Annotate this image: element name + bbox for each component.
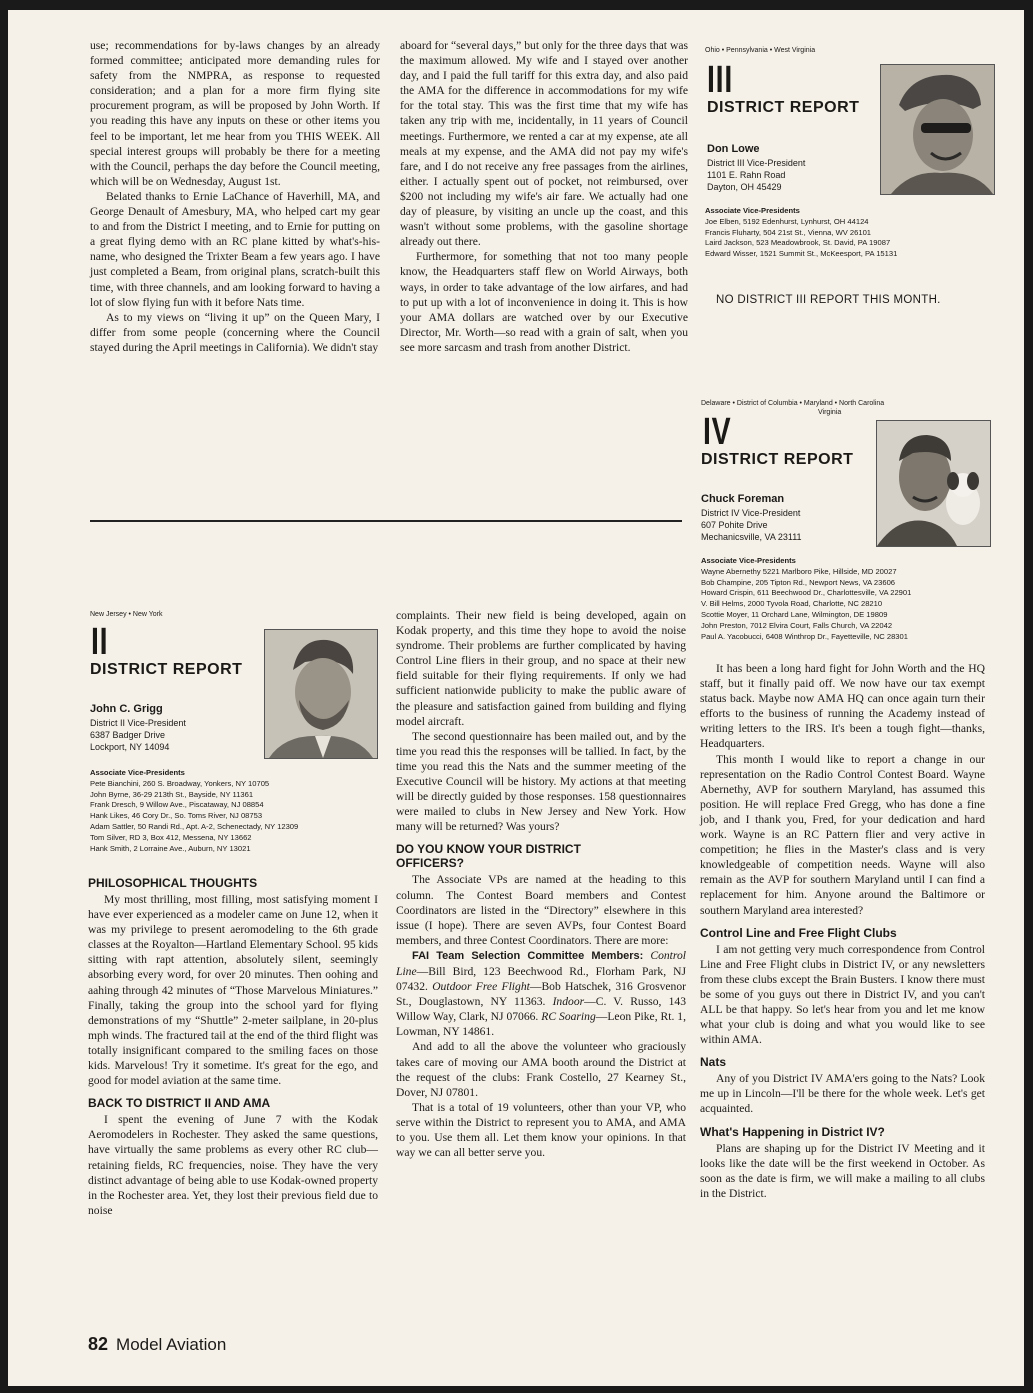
paragraph: Plans are shaping up for the District IV Meeting and it looks like the date will be the first weekend in October. As soon as the date is firm, we will make a mailing to all clubs in the District. — [700, 1141, 985, 1200]
d1-continued-column-1 — [90, 38, 380, 355]
page-footer — [88, 1334, 226, 1355]
d2-associate: Hank Smith, 2 Lorraine Ave., Auburn, NY 13021 — [90, 843, 251, 853]
d3-vp-photo — [880, 64, 995, 195]
d4-associate: Paul A. Yacobucci, 6408 Winthrop Dr., Fayetteville, NC 28301 — [701, 631, 908, 641]
d3-vp-address-2: Dayton, OH 45429 — [707, 182, 782, 192]
fai-free-flight: —Bob Hatschek, 316 Grosvenor St., Douglastown, NY 11363. — [396, 980, 687, 1009]
paragraph: The Associate VPs are named at the heading to this column. The Contest Board members and Contest Coordinators are listed in the “Directory” elsewhere in this issue (I hope). There are seven AVPs, four Contest Board members, and three Contest Coordinators. There are more: — [396, 873, 686, 947]
paragraph: The second questionnaire has been mailed out, and by the time you read this the responses will be tallied. In fact, by the time you read this the Nats and the summer meeting of the Executive Council will be history. My actions at that meeting will be directly guided by those responses. 158 questionnaires were mailed to clubs in New Jersey and New York. How many will be returned? Was yours? — [396, 729, 686, 834]
fai-rc-soaring-label: RC Soaring — [541, 1010, 596, 1024]
d4-heading-nats: Nats — [700, 1055, 727, 1070]
d4-associates — [701, 556, 911, 642]
fai-control-line: —Bill Bird, 123 Beechwood Rd., Florham Park, NJ 07432. — [396, 964, 686, 994]
d2-body-column-2 — [396, 608, 686, 1160]
paragraph: complaints. Their new field is being developed, again on Kodak property, and this time they hope to avoid the noise syndrome. Their problems are further complicated by having Control Line fliers in their group, and no space at their new field suitable for their flying requirements. If only we had sufficient nationwide publicity to make the public aware of the pleasure and satisfaction gained from building and flying model aircraft. — [396, 609, 686, 728]
d3-states: Ohio • Pennsylvania • West Virginia — [705, 47, 816, 54]
d4-states — [701, 399, 1001, 417]
d2-associates-label: Associate Vice-Presidents — [90, 768, 185, 777]
d4-associate: John Preston, 7012 Elvira Court, Falls Church, VA 22042 — [701, 620, 893, 630]
paragraph: As to my views on “living it up” on the Queen Mary, I differ from some people (concerning where the Council stayed during the April meetings in California). We didn't stay — [90, 310, 380, 354]
d2-associate: Frank Dresch, 9 Willow Ave., Piscataway, NJ 08854 — [90, 800, 264, 810]
d4-associate: Wayne Abernethy 5221 Marlboro Pike, Hillside, MD 20027 — [701, 566, 897, 576]
d4-heading-clubs: Control Line and Free Flight Clubs — [700, 925, 897, 940]
d3-title: DISTRICT REPORT — [707, 99, 860, 116]
fai-label: FAI Team Selection Committee Members: — [412, 949, 644, 962]
d2-vp-title: District II Vice-President — [90, 718, 186, 728]
d2-associate: Pete Bianchini, 260 S. Broadway, Yonkers, NY 10705 — [90, 778, 270, 788]
d4-heading-happening: What's Happening in District IV? — [700, 1124, 885, 1139]
d3-numeral: III — [707, 59, 734, 101]
d3-vp-info — [707, 142, 805, 193]
d2-associate: Adam Sattler, 50 Randi Rd., Apt. A-2, Schenectady, NY 12309 — [90, 821, 299, 831]
paragraph: aboard for “several days,” but only for the three days that was the maximum allowed. My wife and I stayed over another day, and I paid the full tariff for this extra day, and also paid the AMA for the difference in accommodations for my wife for the total stay. This was the first time that my wife has taken any trip with me, incidentally, in 11 years of Council meetings. Furthermore, we rented a car at my expense, ate all meals at my expense, and the AMA did not pay my wife's fare, and I do not receive any free passages from the airlines, either. I actually spent out of pocket, not reimbursed, over $200 not including my wife's air fare. We actually had one day of pleasure, by visiting an uncle up the coast, and this wasn't without some problems, with the gasoline shortage already out there. — [400, 39, 688, 249]
d2-vp-address-1: 6387 Badger Drive — [90, 730, 166, 740]
d4-states-line-1: Delaware • District of Columbia • Maryland • North Carolina — [701, 400, 885, 407]
d4-numeral: IV — [703, 411, 732, 453]
d2-heading-back: BACK TO DISTRICT II AND AMA — [88, 1096, 271, 1111]
fai-control-line-label: Control Line — [396, 948, 686, 978]
d2-body-column-1 — [88, 870, 378, 1218]
d3-associate: Laird Jackson, 523 Meadowbrook, St. David, PA 19087 — [705, 238, 891, 248]
d1-continued-column-2 — [400, 38, 688, 355]
d2-vp-photo — [264, 629, 378, 759]
portrait-image — [877, 421, 990, 546]
d2-vp-name: John C. Grigg — [90, 703, 163, 715]
fai-free-flight-label: Outdoor Free Flight — [432, 980, 530, 994]
d4-body-column — [700, 661, 985, 1201]
d4-associates-label: Associate Vice-Presidents — [701, 556, 796, 565]
d3-vp-title: District III Vice-President — [707, 158, 806, 168]
d2-associate: Tom Silver, RD 3, Box 412, Messena, NY 13662 — [90, 832, 252, 842]
fai-paragraph — [396, 948, 686, 1040]
paragraph: Belated thanks to Ernie LaChance of Haverhill, MA, and George Denault of Amesbury, MA, who helped cart my gear to and from the District I meeting, and to Ernie for putting on a great flying demo with an RC plane kitted by what's-his-name, who designed the Trixter Beam a few years ago. I have just completed a Beam, from original plans, scratch-built this time, with three channels, and am looking forward to having a lot of slow flying fun with it before Nats time. — [90, 189, 380, 309]
fai-indoor: —C. V. Russo, 143 Willow Way, Clark, NJ 07066. — [396, 995, 686, 1024]
d2-associate: Hank Likes, 46 Cory Dr., So. Toms River, NJ 08753 — [90, 811, 263, 821]
d4-states-line-2: Virginia — [818, 409, 842, 416]
paragraph: And add to all the above the volunteer who graciously takes care of moving our AMA booth around the District at the request of the clubs: Frank Costello, 27 Kearney St., Dover, NJ 07801. — [396, 1040, 686, 1099]
d4-associate: Scottie Moyer, 11 Orchard Lane, Wilmington, DE 19809 — [701, 609, 888, 619]
paragraph: This month I would like to report a change in our representation on the Radio Control Contest Board. Wayne Abernethy, AVP for southern Maryland, has assumed this position. He will replace Fred Gregg, who has done a fine job, and I thank you, Fred, for your dedication and hard work. Wayne is an RC Pattern flier and very active in competition; he flies in the Master's class and is very knowledgeable of competition needs. Wayne will also remain as the AVP for southern Maryland until I can find a replacement for him. Anyone around the Baltimore or southern Maryland area interested? — [700, 752, 985, 917]
d2-vp-address-2: Lockport, NY 14094 — [90, 742, 170, 752]
d4-vp-photo — [876, 420, 991, 547]
magazine-name: Model Aviation — [116, 1335, 227, 1354]
d2-heading-philosophical: PHILOSOPHICAL THOUGHTS — [88, 876, 258, 890]
section-divider — [90, 520, 682, 522]
d3-associate: Joe Elben, 5192 Edenhurst, Lynhurst, OH 44124 — [705, 216, 869, 226]
d4-title: DISTRICT REPORT — [701, 451, 854, 468]
d3-vp-name: Don Lowe — [707, 143, 760, 155]
d2-associates — [90, 768, 298, 854]
paragraph: Furthermore, for something that not too many people know, the Headquarters staff flew on World Airways, both ways, in order to take advantage of the low airfares, and had to put up with a lot of inconvenience in doing it. This is how your AMA dollars are watched over by our Executive Director, Mr. Worth—so read with a grain of salt, when you see more sarcasm and trash from another District. — [400, 250, 688, 354]
d3-associates — [705, 206, 897, 260]
paragraph: My most thrilling, most filling, most satisfying moment I have ever experienced as a modeler came on June 12, when it was my privilege to present aeromodeling to the 6th grade classes at the Royalton—Hartland Elementary School. 95 kids sitting with rapt attention, absolutely silent, seemingly absorbing every word, for over 20 minutes. Then oohing and aahing through 42 minutes of “Those Marvelous Miniatures.” Finally, taking the group into the school yard for flying demonstrations of my “Shuttle” 2-meter sailplane, in 20-plus mph winds. The fractured tail at the end of the third flight was totally insignificant compared to the smiling faces on those kids. Marvelous! Try it sometime. It's great for the ego, and good for model aviation at the same time. — [88, 893, 378, 1088]
magazine-page — [8, 10, 1024, 1386]
d4-vp-info — [701, 492, 802, 543]
paragraph: It has been a long hard fight for John Worth and the HQ staff, but it finally paid off. We now have our tax exempt status back. Maybe now AMA HQ can once again turn their efforts to the business of running the Academy instead of writing letters to the IRS. It's been a tough fight—thanks, Headquarters. — [700, 662, 985, 751]
d3-no-report-notice: NO DISTRICT III REPORT THIS MONTH. — [716, 294, 941, 306]
d4-associate: V. Bill Helms, 2000 Tyvola Road, Charlotte, NC 28210 — [701, 599, 883, 609]
fai-rc-soaring: —Leon Pike, Rt. 1, Lowman, NY 14861. — [396, 1010, 687, 1039]
d3-associate: Edward Wisser, 1521 Summit St., McKeesport, PA 15131 — [705, 249, 898, 259]
d2-title: DISTRICT REPORT — [90, 661, 243, 678]
paragraph: use; recommendations for by-laws changes by an already formed committee; anticipated more demanding rules for safety from the NMPRA, as response to requested consideration; and a plan for a more firm flying site procurement program, as will be proposed by John Worth. If you reading this have any inputs on these or other items you feel to be important, let me hear from you THIS WEEK. All special interest groups will probably be there for a meeting with the Council, perhaps the day before the Council meeting, which will be on Wednesday, August 1st. — [90, 39, 380, 188]
d3-associates-label: Associate Vice-Presidents — [705, 206, 800, 215]
portrait-image — [881, 65, 994, 194]
d4-associate: Bob Champine, 205 Tipton Rd., Newport News, VA 23606 — [701, 577, 896, 587]
d3-vp-address-1: 1101 E. Rahn Road — [707, 170, 786, 180]
paragraph: That is a total of 19 volunteers, other than your VP, who serve within the District to represent you to AMA, and AMA to you. Use them all. Let them know your opinions. In that way we can all better serve you. — [396, 1100, 686, 1160]
d4-associate: Howard Crispin, 611 Beechwood Dr., Charlottesville, VA 22901 — [701, 588, 912, 598]
paragraph: I spent the evening of June 7 with the Kodak Aeromodelers in Rochester. They asked the same questions, have virtually the same problems as every other RC club—retaining fields, RC frequencies, noise. They have the very distinct advantage of being able to use Kodak-owned property in the Rochester area. Yet, they lost their previous field due to noise — [88, 1113, 378, 1217]
d4-vp-title: District IV Vice-President — [701, 508, 801, 518]
portrait-image — [265, 630, 377, 758]
page-number: 82 — [88, 1334, 109, 1354]
d4-vp-name: Chuck Foreman — [701, 493, 785, 505]
paragraph: Any of you District IV AMA'ers going to the Nats? Look me up in Lincoln—I'll be there for the whole week. Let's get acquainted. — [700, 1072, 985, 1116]
d4-vp-address-1: 607 Pohite Drive — [701, 520, 768, 530]
d4-vp-address-2: Mechanicsville, VA 23111 — [701, 532, 802, 542]
d2-numeral: II — [91, 621, 109, 663]
d3-associate: Francis Fluharty, 504 21st St., Vienna, WV 26101 — [705, 227, 872, 237]
paragraph: I am not getting very much correspondence from Control Line and Free Flight clubs in District IV, or any newsletters from these clubs except the Brain Busters. I know there must be some of you guys out there in District IV, and you can't ALL be that happy. So let's hear from you and let me know what your club is doing and what you would like to see within AMA. — [700, 942, 985, 1047]
d2-states: New Jersey • New York — [90, 611, 163, 618]
d2-heading-know-officers: DO YOU KNOW YOUR DISTRICT OFFICERS? — [396, 842, 581, 871]
d2-associate: John Byrne, 36-29 213th St., Bayside, NY 11361 — [90, 789, 254, 799]
d2-vp-info — [90, 702, 186, 753]
fai-indoor-label: Indoor — [552, 995, 585, 1009]
